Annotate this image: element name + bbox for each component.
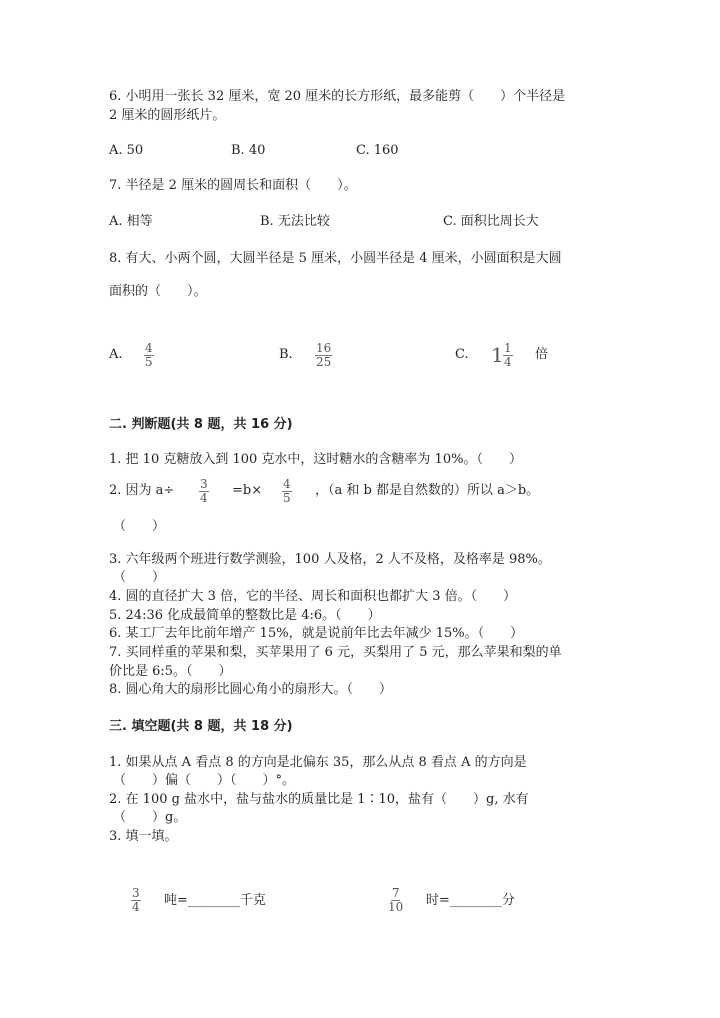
q8-option-b: B.	[279, 347, 293, 362]
section-2-title: 二. 判断题(共 8 题，共 16 分)	[109, 417, 293, 432]
judge-q3-blank: （ ）	[113, 570, 166, 585]
q8-option-a: A.	[109, 347, 123, 362]
fill-blank-2[interactable]: 时=________分	[426, 893, 515, 908]
judge-q7-line2: 价比是 6:5。（ ）	[109, 664, 232, 679]
question-8-line1: 8. 有大、小两个圆，大圆半径是 5 厘米，小圆半径是 4 厘米，小圆面积是大圆	[109, 251, 562, 266]
judge-q2-fraction1: 3 4	[200, 477, 208, 505]
judge-q6: 6. 某工厂去年比前年增产 15%，就是说前年比去年减少 15%。（ ）	[109, 626, 524, 641]
fill-fraction-2: 7 10	[388, 886, 404, 914]
question-6-line1: 6. 小明用一张长 32 厘米，宽 20 厘米的长方形纸，最多能剪（ ）个半径是	[109, 89, 566, 104]
q8-mixed-whole: 1	[491, 343, 504, 367]
fill-q2-line2: （ ）g。	[113, 810, 187, 825]
q6-option-c: C. 160	[356, 143, 399, 158]
fill-blank-1[interactable]: 吨=________千克	[164, 893, 266, 908]
judge-q3: 3. 六年级两个班进行数学测验，100 人及格，2 人不及格，及格率是 98%。	[109, 552, 551, 567]
judge-q2-post: ，（a 和 b 都是自然数的）所以 a＞b。	[315, 483, 540, 498]
q8-option-c: C.	[455, 347, 469, 362]
q6-option-a: A. 50	[109, 143, 144, 158]
question-7: 7. 半径是 2 厘米的圆周长和面积（ ）。	[109, 178, 357, 193]
q8-fraction-c: 1 4	[504, 341, 512, 369]
fill-q1-line2: （ ）偏（ ）（ ）°。	[113, 773, 296, 788]
judge-q5: 5. 24:36 化成最简单的整数比是 4:6。（ ）	[109, 608, 381, 623]
fill-fraction-1: 3 4	[132, 886, 140, 914]
fill-q2-line1: 2. 在 100 g 盐水中，盐与盐水的质量比是 1∶10，盐有（ ）g, 水有	[109, 792, 529, 807]
judge-q8: 8. 圆心角大的扇形比圆心角小的扇形大。（ ）	[109, 682, 393, 697]
fill-q3: 3. 填一填。	[109, 829, 178, 844]
judge-q2-fraction2: 4 5	[283, 477, 291, 505]
judge-q4: 4. 圆的直径扩大 3 倍，它的半径、周长和面积也都扩大 3 倍。（ ）	[109, 589, 517, 604]
judge-q1: 1. 把 10 克糖放入到 100 克水中，这时糖水的含糖率为 10%。（ ）	[109, 452, 522, 467]
q6-option-b: B. 40	[231, 143, 266, 158]
q8-fraction-b: 16 25	[316, 341, 332, 369]
fill-q1-line1: 1. 如果从点 A 看点 8 的方向是北偏东 35，那么从点 8 看点 A 的方向是	[109, 755, 527, 770]
q7-option-b: B. 无法比较	[260, 214, 330, 229]
judge-q2-mid: =b×	[232, 483, 263, 498]
judge-q7-line1: 7. 买同样重的苹果和梨，买苹果用了 6 元，买梨用了 5 元，那么苹果和梨的单	[109, 645, 562, 660]
judge-q2-pre: 2. 因为 a÷	[109, 483, 175, 498]
question-8-line2: 面积的（ ）。	[109, 284, 207, 299]
q8-fraction-a: 4 5	[145, 341, 153, 369]
judge-q2-blank: （ ）	[113, 519, 166, 534]
section-3-title: 三. 填空题(共 8 题，共 18 分)	[109, 719, 293, 734]
q7-option-c: C. 面积比周长大	[443, 214, 539, 229]
q7-option-a: A. 相等	[109, 214, 153, 229]
question-6-line2: 2 厘米的圆形纸片。	[109, 108, 226, 123]
q8-option-c-unit: 倍	[535, 347, 549, 362]
